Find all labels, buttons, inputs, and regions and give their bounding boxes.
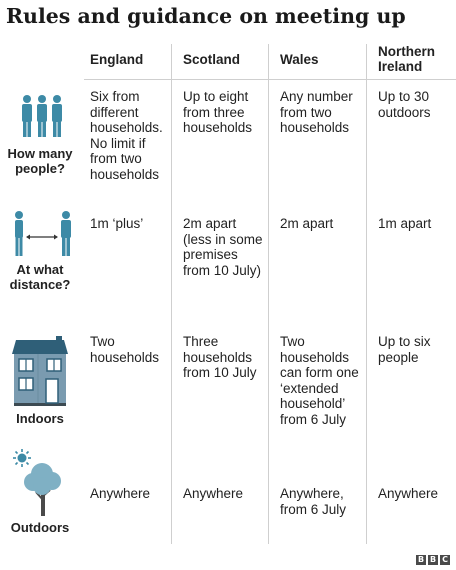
cell-ni-outdoors: Anywhere [378,486,439,501]
page-title: Rules and guidance on meeting up [6,4,406,28]
cell-scotland-outdoors: Anywhere [183,486,244,501]
tree-sun-icon [12,448,72,518]
cell-wales-outdoors: Anywhere, from 6 July [280,486,347,517]
cell-ni-people: Up to 30 outdoors [378,89,431,120]
cell-scotland-distance: 2m apart (less in some premises from 10 July) [183,216,263,278]
bbc-logo-letter: B [429,555,437,564]
column-divider [366,44,367,544]
cell-ni-distance: 1m apart [378,216,432,231]
row-label-at-what-distance: At what distance? [9,262,71,292]
cell-wales-people: Any number from two households [280,89,353,135]
row-label-how-many-people: How many people? [7,146,73,176]
header-divider [84,79,456,80]
people-group-icon [18,94,66,138]
social-distance-icon [10,210,76,258]
column-header-england: England [90,52,144,67]
cell-england-distance: 1m ‘plus’ [90,216,144,231]
column-header-wales: Wales [280,52,319,67]
cell-wales-indoors: Two households can form one ‘extended household’ from 6 July [280,334,359,427]
bbc-logo-letter: B [417,555,425,564]
cell-wales-distance: 2m apart [280,216,334,231]
cell-england-indoors: Two households [90,334,160,365]
column-header-northern-ireland: Northern Ireland [378,44,435,74]
row-label-indoors: Indoors [16,411,64,426]
column-divider [171,44,172,544]
bbc-logo [416,555,450,565]
cell-ni-indoors: Up to six people [378,334,431,365]
cell-scotland-people: Up to eight from three households [183,89,253,135]
row-label-outdoors: Outdoors [10,520,70,535]
column-divider [268,44,269,544]
house-icon [10,336,70,406]
cell-england-people: Six from different households. No limit if from two households [90,89,163,182]
column-header-scotland: Scotland [183,52,241,67]
bbc-logo-letter: C [440,555,450,565]
cell-scotland-indoors: Three households from 10 July [183,334,257,380]
cell-england-outdoors: Anywhere [90,486,151,501]
